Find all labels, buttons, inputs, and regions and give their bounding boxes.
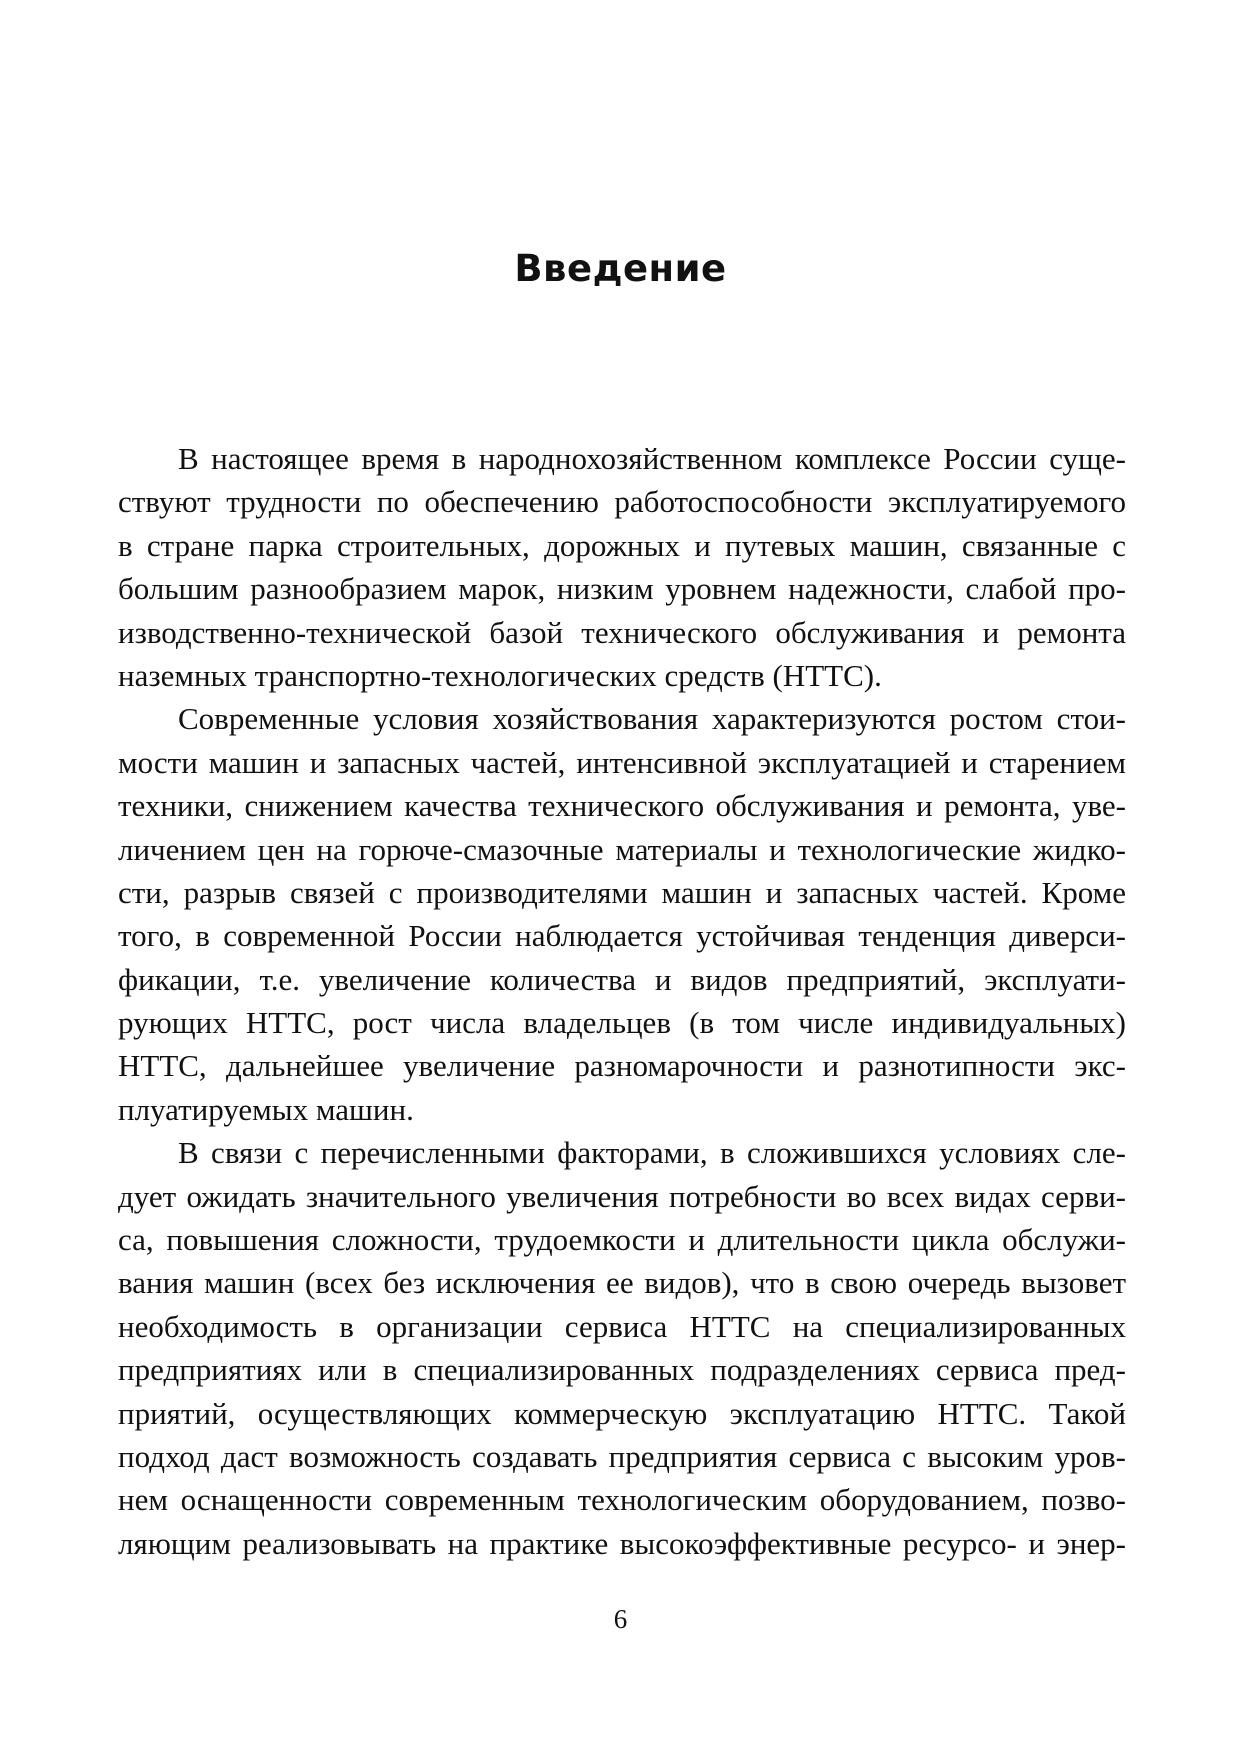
text-line: предприятиях или в специализированных подразделениях сервиса пред- xyxy=(118,1352,1126,1388)
text-line: НТТС, дальнейшее увеличение разномарочности и разнотипности экс- xyxy=(118,1048,1126,1084)
text-line: приятий, осуществляющих коммерческую эксплуатацию НТТС. Такой xyxy=(118,1395,1126,1431)
page-title: Введение xyxy=(514,247,727,290)
text-line: нем оснащенности современным технологическим оборудованием, позво- xyxy=(118,1482,1126,1518)
text-line: того, в современной России наблюдается устойчивая тенденция диверси- xyxy=(118,918,1126,954)
paragraph-3 xyxy=(118,1131,1126,1565)
text-line: вания машин (всех без исключения ее видов), что в свою очередь вызовет xyxy=(118,1265,1126,1301)
text-line: ствуют трудности по обеспечению работоспособности эксплуатируемого xyxy=(118,484,1126,520)
text-line: личением цен на горюче-смазочные материалы и технологические жидко- xyxy=(118,831,1126,867)
text-line: са, повышения сложности, трудоемкости и длительности цикла обслужи- xyxy=(118,1222,1126,1258)
text-line: техники, снижением качества технического обслуживания и ремонта, уве- xyxy=(118,788,1126,824)
paragraph-1 xyxy=(118,437,1126,697)
text-line: фикации, т.е. увеличение количества и видов предприятий, эксплуати- xyxy=(118,961,1126,997)
page-number: 6 xyxy=(613,1604,628,1634)
text-line: большим разнообразием марок, низким уровнем надежности, слабой про- xyxy=(118,571,1126,607)
text-line: в стране парка строительных, дорожных и путевых машин, связанные с xyxy=(118,527,1126,563)
text-line: дует ожидать значительного увеличения потребности во всех видах серви- xyxy=(118,1178,1126,1214)
text-line: наземных транспортно-технологических средств (НТТС). xyxy=(118,657,882,693)
text-line: рующих НТТС, рост числа владельцев (в том числе индивидуальных) xyxy=(118,1005,1126,1041)
text-line: В настоящее время в народнохозяйственном комплексе России суще- xyxy=(178,441,1126,476)
text-line: необходимость в организации сервиса НТТС на специализированных xyxy=(118,1308,1126,1344)
text-line: сти, разрыв связей с производителями машин и запасных частей. Кроме xyxy=(118,874,1126,910)
text-line: ляющим реализовывать на практике высокоэффективные ресурсо- и энер- xyxy=(118,1525,1126,1561)
text-line: плуатируемых машин. xyxy=(118,1091,414,1127)
text-line: В связи с перечисленными факторами, в сложившихся условиях сле- xyxy=(178,1135,1126,1171)
text-line: мости машин и запасных частей, интенсивной эксплуатацией и старением xyxy=(118,744,1126,780)
text-line: подход даст возможность создавать предприятия сервиса с высоким уров- xyxy=(118,1438,1126,1474)
text-line: Современные условия хозяйствования характеризуются ростом стои- xyxy=(178,701,1126,737)
text-line: изводственно-технической базой технического обслуживания и ремонта xyxy=(118,614,1126,650)
paragraph-2 xyxy=(118,697,1126,1131)
body-text xyxy=(118,437,1126,1565)
